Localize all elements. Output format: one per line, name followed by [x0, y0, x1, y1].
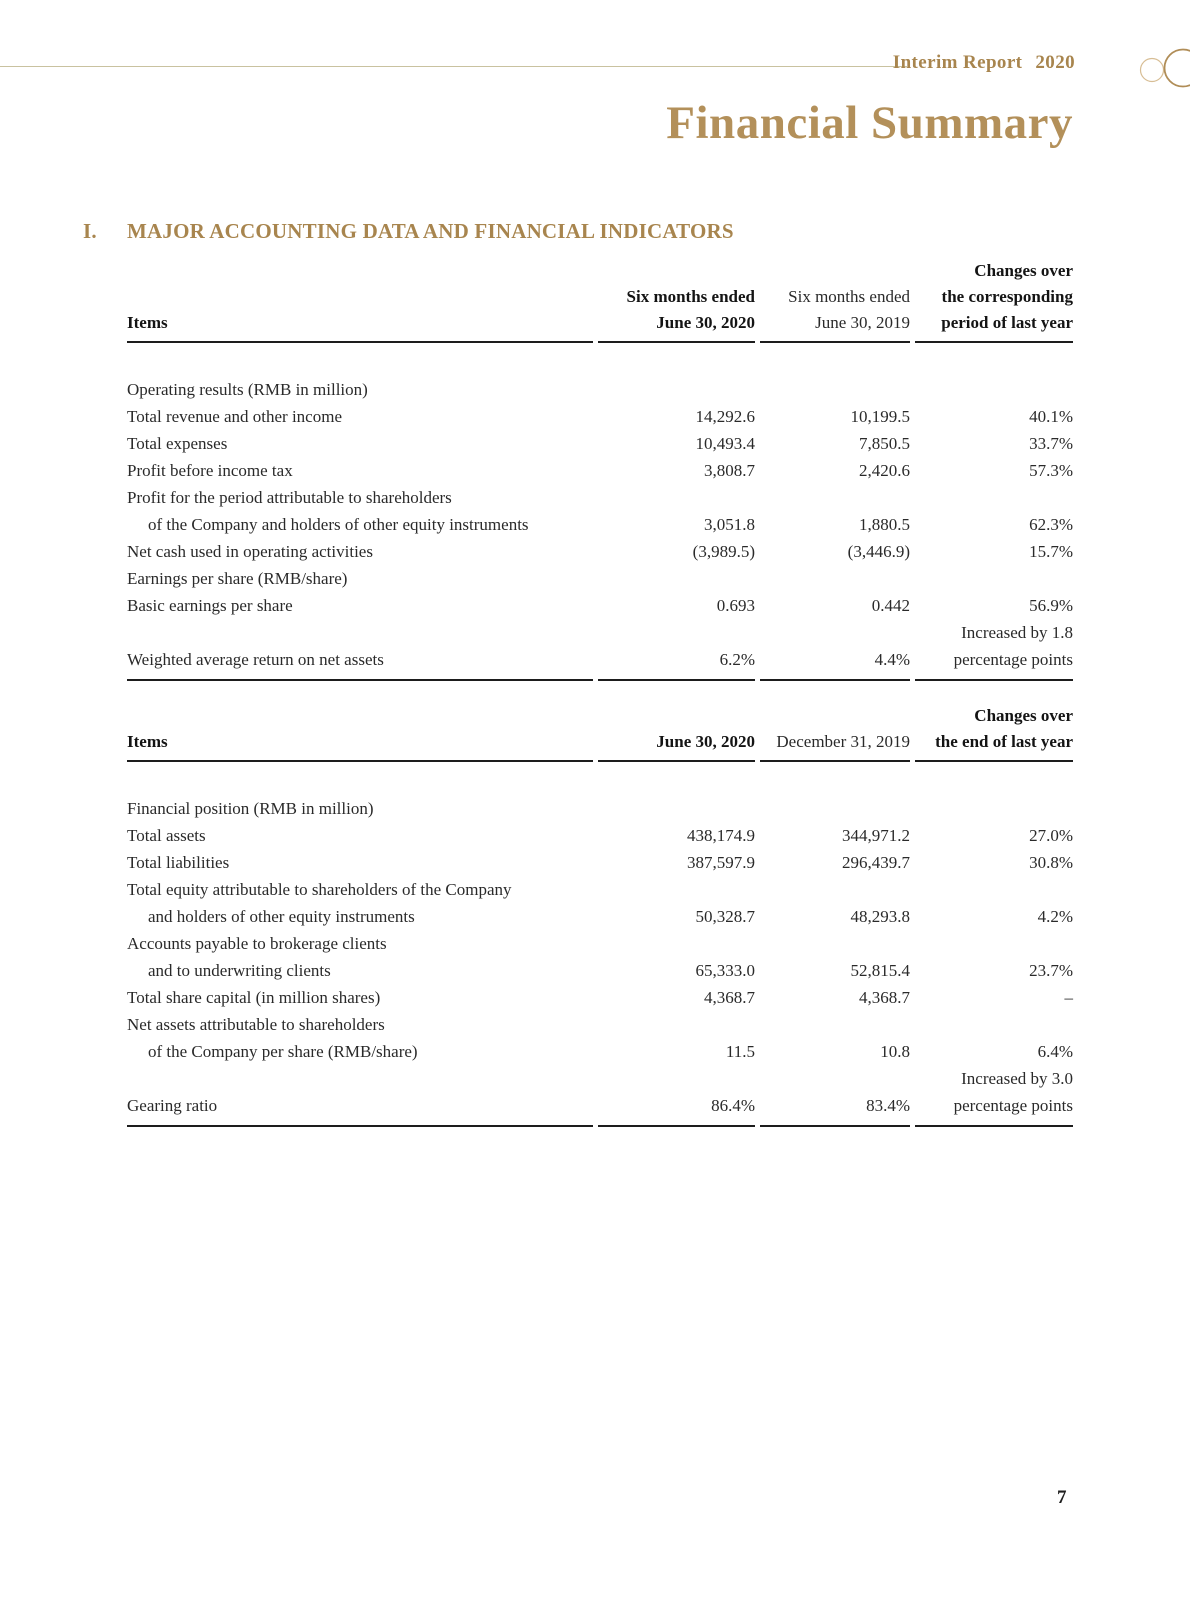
row-label: Total assets: [127, 826, 206, 845]
col-items-label: Items: [127, 313, 168, 332]
operating-results-table: [122, 258, 1078, 681]
row-label: Total expenses: [127, 434, 228, 453]
table-row: [127, 430, 1073, 457]
row-value: 4.2%: [1037, 907, 1073, 926]
row-value: [760, 619, 910, 646]
table-row: [127, 984, 1073, 1011]
row-label: Basic earnings per share: [127, 596, 293, 615]
row-label: Net cash used in operating activities: [127, 542, 373, 561]
row-value: [915, 876, 1073, 903]
table-row: [127, 646, 1073, 681]
table-row: [127, 930, 1073, 957]
row-value: [598, 762, 755, 822]
row-value: 10,493.4: [695, 434, 755, 453]
table-row: [127, 1038, 1073, 1065]
row-value: [760, 484, 910, 511]
row-value: 62.3%: [1029, 515, 1073, 534]
table-row: [127, 538, 1073, 565]
col-period-2019-header: Six months ended June 30, 2019: [760, 258, 910, 343]
row-value: [598, 484, 755, 511]
row-value: 52,815.4: [850, 961, 910, 980]
row-value: 6.4%: [1037, 1042, 1073, 1061]
row-value: 15.7%: [1029, 542, 1073, 561]
row-label: Total share capital (in million shares): [127, 988, 381, 1007]
row-value: [598, 876, 755, 903]
table-header-row: [127, 703, 1073, 762]
table-row: [127, 457, 1073, 484]
row-value: 57.3%: [1029, 461, 1073, 480]
row-label: and to underwriting clients: [148, 961, 331, 980]
row-value: 4,368.7: [859, 988, 910, 1007]
row-label: Operating results (RMB in million): [127, 380, 368, 399]
row-value: 50,328.7: [695, 907, 755, 926]
row-value: percentage points: [915, 1092, 1073, 1127]
row-value: 48,293.8: [850, 907, 910, 926]
table-row: [127, 876, 1073, 903]
row-value: 6.2%: [598, 646, 755, 681]
row-value: 3,051.8: [704, 515, 755, 534]
page-number: 7: [1057, 1487, 1067, 1508]
row-value: [760, 1065, 910, 1092]
row-value: 3,808.7: [704, 461, 755, 480]
row-label: Net assets attributable to shareholders: [127, 1015, 385, 1034]
row-value: 0.442: [871, 596, 910, 615]
table-row: [127, 762, 1073, 822]
table-row: [127, 565, 1073, 592]
row-label: [127, 619, 593, 646]
row-value: [915, 565, 1073, 592]
row-label: [127, 1065, 593, 1092]
table-row: [127, 903, 1073, 930]
table-row: [127, 592, 1073, 619]
row-value: 4.4%: [760, 646, 910, 681]
row-label: of the Company and holders of other equity instruments: [148, 515, 529, 534]
row-value: [598, 1065, 755, 1092]
row-value: [598, 343, 755, 403]
row-value: 30.8%: [1029, 853, 1073, 872]
row-value: [915, 343, 1073, 403]
row-value: [760, 565, 910, 592]
row-value: 387,597.9: [687, 853, 755, 872]
table-row: [127, 1092, 1073, 1127]
section-title: MAJOR ACCOUNTING DATA AND FINANCIAL INDICATORS: [127, 219, 734, 243]
row-value: [760, 343, 910, 403]
row-value: 11.5: [725, 1042, 755, 1061]
row-value: (3,446.9): [847, 542, 910, 561]
row-value: 344,971.2: [842, 826, 910, 845]
table-row: [127, 1065, 1073, 1092]
report-year: 2020: [1035, 52, 1075, 73]
row-label: of the Company per share (RMB/share): [148, 1042, 418, 1061]
row-value: 296,439.7: [842, 853, 910, 872]
row-value: 14,292.6: [695, 407, 755, 426]
row-value: [598, 930, 755, 957]
row-label: Total liabilities: [127, 853, 230, 872]
page-title: Financial Summary: [666, 97, 1073, 149]
table-row: [127, 511, 1073, 538]
col-date-2020-header: June 30, 2020: [598, 703, 755, 762]
table-row: [127, 403, 1073, 430]
row-value: Increased by 3.0: [961, 1069, 1073, 1088]
operating-results-body: [127, 343, 1073, 681]
row-value: [915, 484, 1073, 511]
table-header-row: [127, 258, 1073, 343]
row-value: 56.9%: [1029, 596, 1073, 615]
row-value: [915, 1011, 1073, 1038]
table-row: [127, 957, 1073, 984]
row-value: 33.7%: [1029, 434, 1073, 453]
table-row: [127, 619, 1073, 646]
report-label: Interim Report: [892, 52, 1023, 73]
table-row: [127, 484, 1073, 511]
row-value: 0.693: [716, 596, 755, 615]
row-value: [760, 930, 910, 957]
row-value: 438,174.9: [687, 826, 755, 845]
table-row: [127, 822, 1073, 849]
row-value: [598, 565, 755, 592]
col-changes-header: Changes over the end of last year: [915, 703, 1073, 762]
row-value: 86.4%: [598, 1092, 755, 1127]
row-value: percentage points: [915, 646, 1073, 681]
section-numeral: I.: [83, 219, 97, 243]
row-value: [915, 930, 1073, 957]
row-value: 40.1%: [1029, 407, 1073, 426]
row-value: [760, 762, 910, 822]
col-items-header: [127, 258, 593, 343]
row-value: 1,880.5: [859, 515, 910, 534]
row-value: 27.0%: [1029, 826, 1073, 845]
row-value: 65,333.0: [695, 961, 755, 980]
col-period-2020-header: Six months ended June 30, 2020: [598, 258, 755, 343]
financial-position-body: [127, 762, 1073, 1127]
row-label: Gearing ratio: [127, 1092, 593, 1127]
col-items-header: [127, 703, 593, 762]
row-value: [598, 619, 755, 646]
table-row: [127, 1011, 1073, 1038]
row-value: –: [1064, 988, 1073, 1007]
table-row: [127, 343, 1073, 403]
section-heading: [83, 219, 734, 244]
row-label: Earnings per share (RMB/share): [127, 569, 348, 588]
row-value: 7,850.5: [859, 434, 910, 453]
header-divider: [0, 66, 907, 67]
decorative-circles-icon: [1090, 20, 1190, 130]
row-label: Financial position (RMB in million): [127, 799, 374, 818]
row-value: 83.4%: [760, 1092, 910, 1127]
row-label: Total equity attributable to shareholders of the Company: [127, 880, 512, 899]
row-value: [598, 1011, 755, 1038]
financial-position-table: [122, 703, 1078, 1127]
col-items-label: Items: [127, 732, 168, 751]
row-value: [760, 1011, 910, 1038]
row-value: Increased by 1.8: [961, 623, 1073, 642]
row-label: Profit for the period attributable to shareholders: [127, 488, 452, 507]
row-label: Profit before income tax: [127, 461, 293, 480]
row-label: Accounts payable to brokerage clients: [127, 934, 387, 953]
report-header: [893, 52, 1075, 74]
row-value: (3,989.5): [692, 542, 755, 561]
row-label: Weighted average return on net assets: [127, 646, 593, 681]
table-row: [127, 849, 1073, 876]
col-changes-header: Changes over the corresponding period of last year: [915, 258, 1073, 343]
row-value: [915, 762, 1073, 822]
row-value: 2,420.6: [859, 461, 910, 480]
col-date-2019-header: December 31, 2019: [760, 703, 910, 762]
row-value: 23.7%: [1029, 961, 1073, 980]
row-value: 4,368.7: [704, 988, 755, 1007]
row-value: [760, 876, 910, 903]
row-label: and holders of other equity instruments: [148, 907, 415, 926]
row-value: 10,199.5: [850, 407, 910, 426]
row-label: Total revenue and other income: [127, 407, 342, 426]
row-value: 10.8: [880, 1042, 910, 1061]
